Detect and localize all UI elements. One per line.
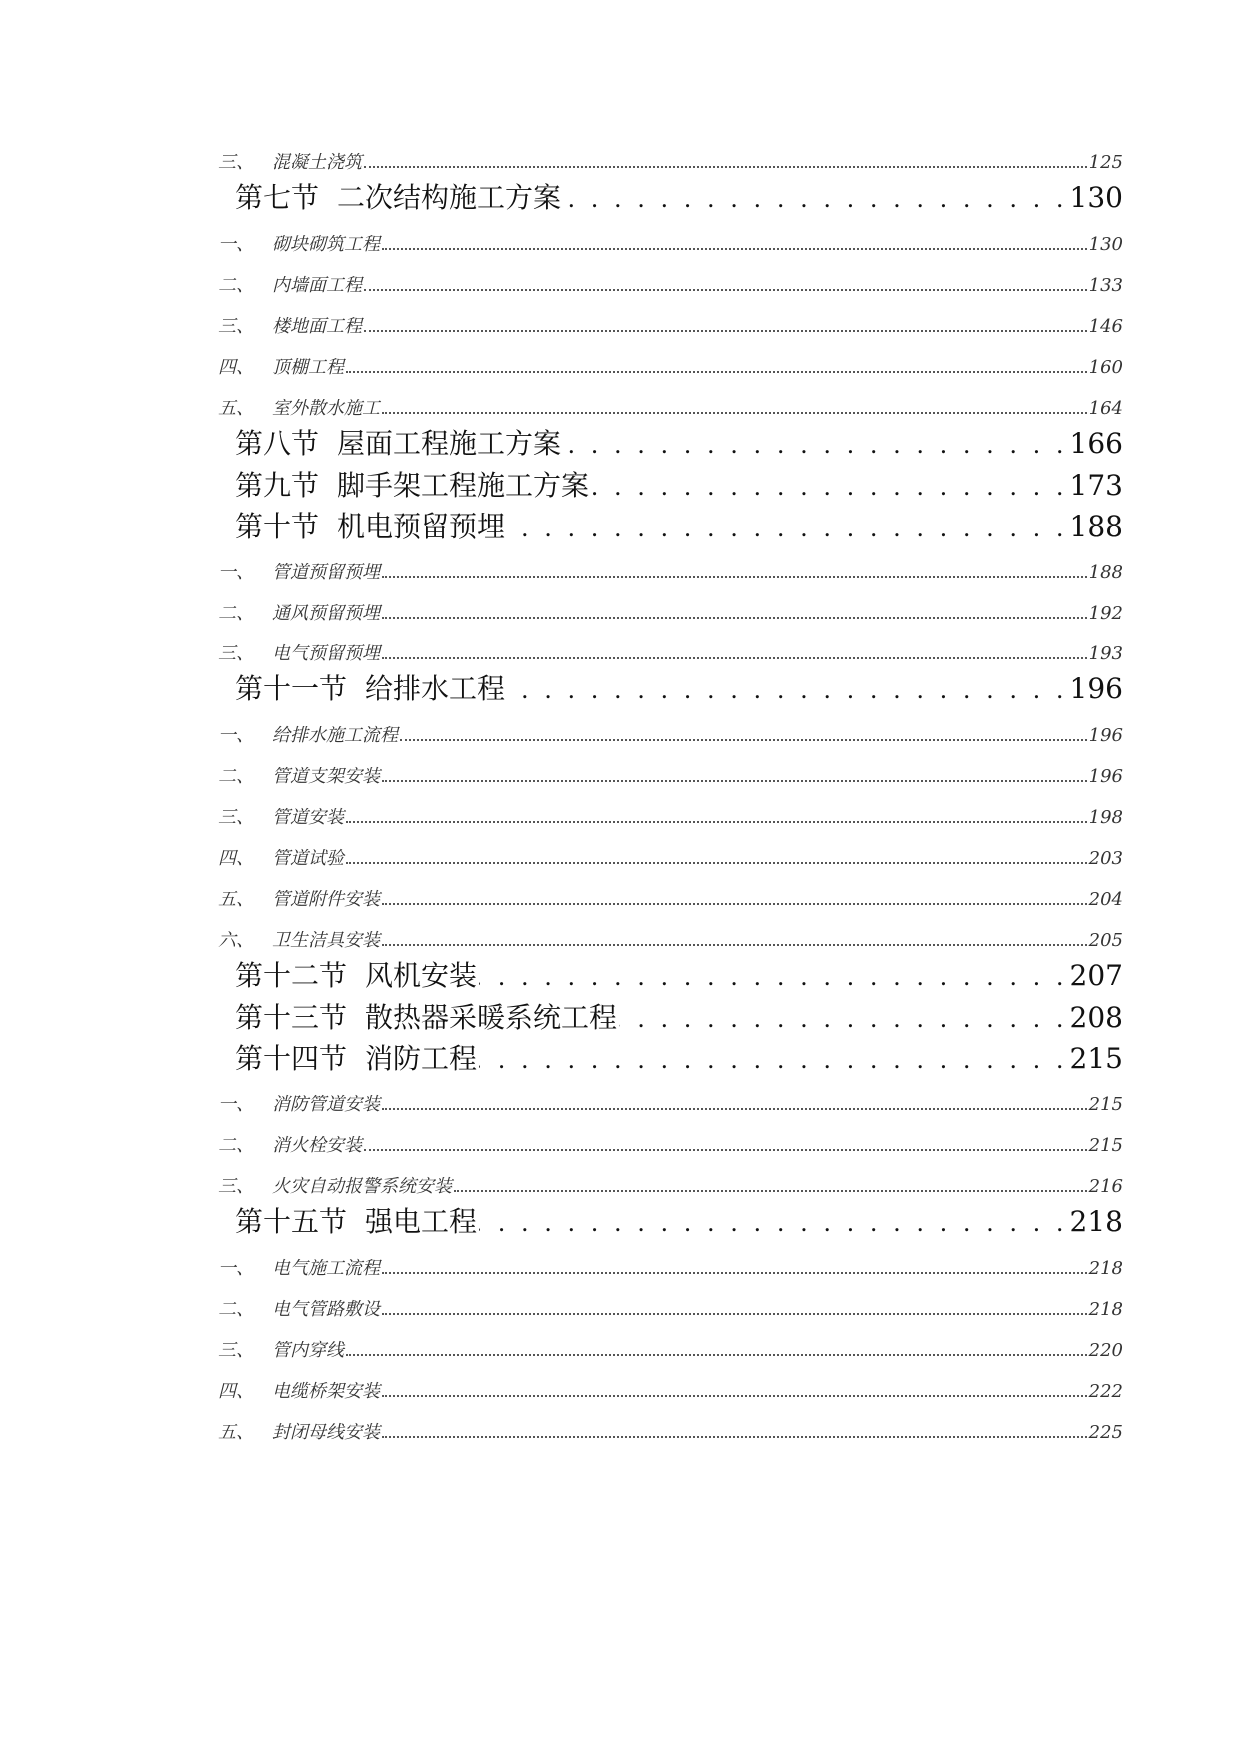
toc-page-number: 215: [1088, 1135, 1123, 1156]
toc-entry-number: 二、: [218, 766, 254, 787]
toc-entry-title: 屋面工程施工方案: [337, 427, 562, 460]
toc-dot-leader: [382, 780, 1087, 782]
toc-page-number: 203: [1088, 848, 1123, 869]
toc-page-number: 188: [1069, 510, 1123, 543]
toc-entry-number: 一、: [218, 234, 254, 255]
toc-dot-leader: [382, 657, 1087, 659]
toc-subsection-entry[interactable]: [218, 885, 1123, 911]
toc-page-number: 133: [1088, 275, 1123, 296]
toc-section-entry[interactable]: [235, 954, 1123, 994]
toc-page-number: 160: [1088, 357, 1123, 378]
toc-dot-leader: [364, 330, 1087, 332]
toc-entry-title: 给排水工程: [365, 672, 506, 705]
toc-entry-number: 一、: [218, 725, 254, 746]
toc-subsection-entry[interactable]: [218, 844, 1123, 870]
toc-subsection-entry[interactable]: [218, 394, 1123, 420]
toc-dot-leader: [382, 903, 1087, 905]
toc-page-number: 215: [1069, 1042, 1123, 1075]
toc-subsection-entry[interactable]: [218, 1131, 1123, 1157]
toc-page-number: 215: [1088, 1094, 1123, 1115]
toc-dot-leader: [563, 185, 1068, 213]
toc-subsection-entry[interactable]: [218, 803, 1123, 829]
toc-entry-title: 机电预留预埋: [337, 510, 506, 543]
toc-entry-number: 一、: [218, 1094, 254, 1115]
toc-section-entry[interactable]: [235, 176, 1123, 216]
toc-page-number: 164: [1088, 398, 1123, 419]
toc-dot-leader: [382, 1108, 1087, 1110]
toc-page-number: 218: [1088, 1299, 1123, 1320]
toc-entry-title: 管道预留预埋: [272, 562, 380, 583]
toc-entry-number: 四、: [218, 357, 254, 378]
toc-page-number: 218: [1069, 1205, 1123, 1238]
toc-page-number: 207: [1069, 959, 1123, 992]
toc-section-entry[interactable]: [235, 996, 1123, 1036]
toc-dot-leader: [454, 1190, 1087, 1192]
toc-subsection-entry[interactable]: [218, 1418, 1123, 1444]
toc-page-number: 196: [1088, 766, 1123, 787]
toc-entry-title: 顶棚工程: [272, 357, 344, 378]
toc-entry-title: 风机安装: [365, 959, 478, 992]
toc-entry-title: 电缆桥架安装: [272, 1381, 380, 1402]
toc-entry-title: 消防工程: [365, 1042, 478, 1075]
toc-dot-leader: [479, 963, 1068, 991]
toc-dot-leader: [382, 1272, 1087, 1274]
toc-entry-title: 电气管路敷设: [272, 1299, 380, 1320]
toc-section-number: 第十一节: [235, 672, 348, 705]
toc-page-number: 198: [1088, 807, 1123, 828]
toc-subsection-entry[interactable]: [218, 230, 1123, 256]
toc-section-entry[interactable]: [235, 422, 1123, 462]
toc-page-number: 188: [1088, 562, 1123, 583]
toc-dot-leader: [479, 1046, 1068, 1074]
toc-entry-title: 脚手架工程施工方案: [337, 469, 590, 502]
toc-dot-leader: [382, 248, 1087, 250]
toc-entry-title: 管内穿线: [272, 1340, 344, 1361]
toc-subsection-entry[interactable]: [218, 1295, 1123, 1321]
toc-section-number: 第八节: [235, 427, 320, 460]
toc-subsection-entry[interactable]: [218, 271, 1123, 297]
toc-entry-number: 一、: [218, 1258, 254, 1279]
toc-subsection-entry[interactable]: [218, 721, 1123, 747]
toc-entry-title: 管道支架安装: [272, 766, 380, 787]
toc-entry-number: 五、: [218, 1422, 254, 1443]
toc-entry-title: 二次结构施工方案: [337, 181, 562, 214]
toc-page-number: 204: [1088, 889, 1123, 910]
toc-entry-title: 楼地面工程: [272, 316, 362, 337]
toc-subsection-entry[interactable]: [218, 312, 1123, 338]
toc-entry-title: 混凝土浇筑: [272, 152, 362, 173]
toc-page-number: 192: [1088, 603, 1123, 624]
toc-entry-title: 室外散水施工: [272, 398, 380, 419]
toc-subsection-entry[interactable]: [218, 639, 1123, 665]
toc-section-number: 第十四节: [235, 1042, 348, 1075]
toc-entry-number: 三、: [218, 316, 254, 337]
toc-section-number: 第十二节: [235, 959, 348, 992]
toc-dot-leader: [382, 944, 1087, 946]
toc-page-number: 130: [1088, 234, 1123, 255]
toc-subsection-entry[interactable]: [218, 148, 1123, 174]
toc-entry-title: 管道附件安装: [272, 889, 380, 910]
toc-dot-leader: [507, 676, 1068, 704]
toc-entry-title: 卫生洁具安装: [272, 930, 380, 951]
toc-dot-leader: [591, 473, 1068, 501]
toc-dot-leader: [563, 431, 1068, 459]
toc-dot-leader: [400, 739, 1087, 741]
toc-subsection-entry[interactable]: [218, 353, 1123, 379]
toc-page-number: 218: [1088, 1258, 1123, 1279]
toc-entry-number: 三、: [218, 1340, 254, 1361]
toc-dot-leader: [382, 576, 1087, 578]
toc-entry-number: 二、: [218, 1135, 254, 1156]
toc-dot-leader: [364, 166, 1087, 168]
toc-dot-leader: [346, 862, 1087, 864]
toc-entry-number: 二、: [218, 1299, 254, 1320]
toc-entry-title: 电气预留预埋: [272, 643, 380, 664]
toc-entry-number: 四、: [218, 1381, 254, 1402]
toc-section-number: 第十三节: [235, 1001, 348, 1034]
toc-subsection-entry[interactable]: [218, 599, 1123, 625]
toc-subsection-entry[interactable]: [218, 1090, 1123, 1116]
toc-entry-title: 管道安装: [272, 807, 344, 828]
toc-entry-number: 五、: [218, 889, 254, 910]
toc-dot-leader: [346, 371, 1087, 373]
toc-page-number: 173: [1069, 469, 1123, 502]
toc-section-number: 第九节: [235, 469, 320, 502]
toc-entry-title: 通风预留预埋: [272, 603, 380, 624]
toc-section-entry[interactable]: [235, 667, 1123, 707]
toc-entry-title: 强电工程: [365, 1205, 478, 1238]
toc-entry-title: 封闭母线安装: [272, 1422, 380, 1443]
toc-dot-leader: [382, 412, 1087, 414]
toc-page-number: 222: [1088, 1381, 1123, 1402]
toc-page-number: 130: [1069, 181, 1123, 214]
toc-entry-title: 内墙面工程: [272, 275, 362, 296]
toc-subsection-entry[interactable]: [218, 1336, 1123, 1362]
toc-section-entry[interactable]: [235, 1200, 1123, 1240]
toc-dot-leader: [346, 821, 1087, 823]
toc-entry-title: 电气施工流程: [272, 1258, 380, 1279]
toc-subsection-entry[interactable]: [218, 558, 1123, 584]
toc-subsection-entry[interactable]: [218, 762, 1123, 788]
toc-section-number: 第十节: [235, 510, 320, 543]
toc-entry-number: 四、: [218, 848, 254, 869]
toc-dot-leader: [479, 1209, 1068, 1237]
toc-entry-title: 消防管道安装: [272, 1094, 380, 1115]
toc-entry-number: 二、: [218, 275, 254, 296]
toc-section-entry[interactable]: [235, 1037, 1123, 1077]
toc-entry-number: 三、: [218, 1176, 254, 1197]
toc-entry-number: 六、: [218, 930, 254, 951]
toc-entry-title: 火灾自动报警系统安装: [272, 1176, 452, 1197]
toc-entry-title: 砌块砌筑工程: [272, 234, 380, 255]
toc-section-number: 第十五节: [235, 1205, 348, 1238]
toc-page-number: 193: [1088, 643, 1123, 664]
toc-page-number: 216: [1088, 1176, 1123, 1197]
toc-entry-title: 管道试验: [272, 848, 344, 869]
toc-entry-title: 消火栓安装: [272, 1135, 362, 1156]
toc-entry-number: 一、: [218, 562, 254, 583]
toc-page-number: 208: [1069, 1001, 1123, 1034]
toc-entry-number: 三、: [218, 807, 254, 828]
toc-dot-leader: [382, 1436, 1087, 1438]
toc-page-number: 146: [1088, 316, 1123, 337]
toc-entry-number: 三、: [218, 152, 254, 173]
toc-page-number: 166: [1069, 427, 1123, 460]
toc-entry-number: 二、: [218, 603, 254, 624]
toc-dot-leader: [364, 1149, 1087, 1151]
toc-subsection-entry[interactable]: [218, 926, 1123, 952]
toc-dot-leader: [619, 1005, 1068, 1033]
toc-section-entry[interactable]: [235, 464, 1123, 504]
toc-dot-leader: [382, 1313, 1087, 1315]
toc-dot-leader: [346, 1354, 1087, 1356]
toc-page-number: 225: [1088, 1422, 1123, 1443]
toc-entry-title: 给排水施工流程: [272, 725, 398, 746]
toc-section-number: 第七节: [235, 181, 320, 214]
toc-subsection-entry[interactable]: [218, 1172, 1123, 1198]
toc-dot-leader: [507, 514, 1068, 542]
toc-page-number: 196: [1069, 672, 1123, 705]
toc-entry-title: 散热器采暖系统工程: [365, 1001, 618, 1034]
toc-subsection-entry[interactable]: [218, 1377, 1123, 1403]
toc-dot-leader: [364, 289, 1087, 291]
toc-dot-leader: [382, 617, 1087, 619]
toc-dot-leader: [382, 1395, 1087, 1397]
toc-page-number: 205: [1088, 930, 1123, 951]
toc-page-number: 220: [1088, 1340, 1123, 1361]
toc-page-number: 125: [1088, 152, 1123, 173]
toc-page-number: 196: [1088, 725, 1123, 746]
toc-entry-number: 五、: [218, 398, 254, 419]
toc-section-entry[interactable]: [235, 505, 1123, 545]
toc-entry-number: 三、: [218, 643, 254, 664]
toc-subsection-entry[interactable]: [218, 1254, 1123, 1280]
